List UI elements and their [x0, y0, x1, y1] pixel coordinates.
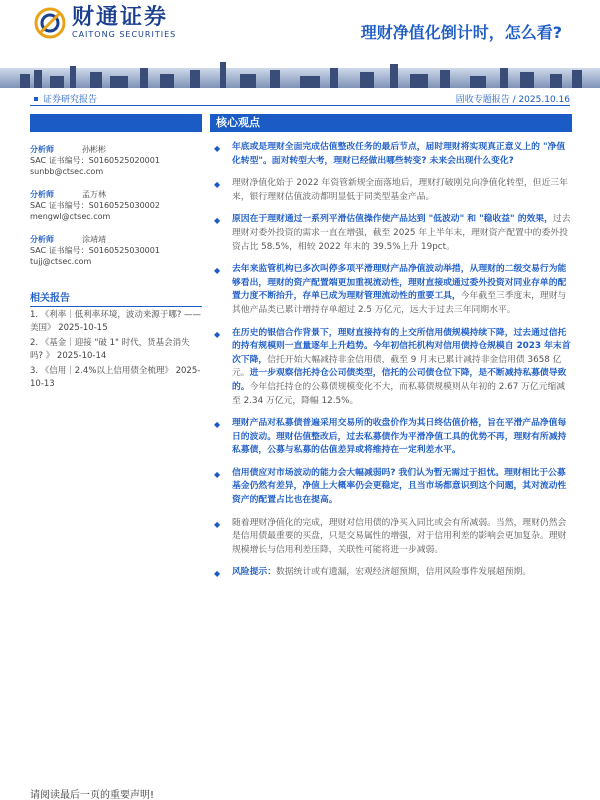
core-view-paragraph — [210, 327, 572, 409]
diamond-bullet-icon: ◆ — [214, 519, 221, 529]
left-column — [30, 114, 202, 391]
logo-en: CAITONG SECURITIES — [72, 30, 177, 39]
diamond-bullet-icon: ◆ — [214, 469, 221, 479]
paragraph-text: 信托开始大幅减持非金信用债，截至 9 月末已累计减持非金信用债 3658 亿元。 — [232, 354, 562, 379]
paragraph-emphasis: 风险提示： — [232, 567, 276, 578]
skyline-image — [0, 58, 600, 88]
related-report-item[interactable]: 3. 《信用｜2.4%以上信用债全梳理》 2025-10-13 — [30, 366, 201, 389]
analyst-cert: SAC 证书编号：S0160525030002 — [30, 201, 160, 210]
report-title: 理财净值化倒计时，怎么看? — [360, 23, 562, 42]
paragraph-emphasis: 在历史的银信合作背景下，理财直接持有的上交所信用债规模持续下降，过去通过信托的持有规模则一直量逐年上升趋势。今年初信托机构对信用债持仓规模自 2023 年末首次下降， — [232, 327, 571, 365]
paragraph-text: 理财净值化始于 2022 年资管新规全面落地后，理财打破刚兑向净值化转型，但近三年来，银行理财估值波动都明显低于同类型基金产品。 — [232, 178, 568, 202]
core-view-paragraph — [210, 141, 572, 168]
diamond-bullet-icon: ◆ — [214, 266, 221, 276]
report-header — [0, 0, 600, 88]
logo-cn: 财通证券 — [72, 5, 169, 30]
analyst-name: 孙彬彬 — [82, 145, 106, 154]
analyst-role: 分析师 — [30, 235, 54, 244]
disclaimer-notice: 请阅读最后一页的重要声明! — [30, 790, 155, 800]
paragraph-text: 今年信托持仓的公募债规模变化不大，而私募债规模则从年初的 2.67 万亿元缩减至 2.34 万亿元，降幅 12.5%。 — [232, 381, 566, 406]
analyst-cert: SAC 证书编号：S0160525020001 — [30, 156, 160, 165]
analyst-role: 分析师 — [30, 145, 54, 154]
paragraph-emphasis: 理财产品对私募债普遍采用交易所的收盘价作为其日终估值价格，旨在平滑产品净值每日的波动。理财估值整改后，过去私募债作为平滑净值工具的优势不再，理财有所减持私募债，公募与私募的估值差异或将维持在一定利差水平。 — [232, 418, 567, 456]
analyst-role: 分析师 — [30, 190, 54, 199]
diamond-bullet-icon: ◆ — [214, 420, 221, 430]
related-report-item[interactable]: 1. 《利率｜低利率环境，波动来源于哪? ——美国》 2025-10-15 — [30, 310, 202, 333]
core-view-paragraph — [210, 263, 572, 317]
paragraph-emphasis: 信用债应对市场波动的能力会大幅减弱吗? 我们认为暂无需过于担忧。理财相比于公募基金仍然有差异，净值上大概率仍会更稳定，且当市场都意识到这个问题，其对流动性资产的配置占比也在提高。 — [232, 467, 567, 506]
core-view-paragraph — [210, 517, 572, 558]
paragraph-text: 过去理财对委外投资的需求一直在增强，截至 2025 年上半年末，理财资产配置中的委外投资占比 58.5%，相较 2022 年末的 39.5%上升 19pct。 — [232, 214, 571, 252]
right-column — [210, 114, 572, 580]
related-reports-title: 相关报告 — [30, 289, 202, 307]
paragraph-text: 数据统计或有遗漏，宏观经济超预期，信用风险事件发展超预期。 — [276, 567, 532, 578]
diamond-bullet-icon: ◆ — [214, 569, 221, 579]
diamond-bullet-icon: ◆ — [214, 144, 221, 153]
company-logo — [34, 6, 176, 39]
analyst-card — [30, 144, 202, 177]
paragraph-emphasis: 进一步观察信托持仓公司债类型，信托的公司债仓位下降，是不断减持私募债导致的。 — [232, 368, 567, 392]
core-view-paragraph — [210, 177, 572, 204]
core-view-paragraph — [210, 417, 572, 458]
analyst-email[interactable]: mengwl@ctsec.com — [30, 212, 111, 221]
paragraph-text: 随着理财净值化的完成，理财对信用债的净买入同比或会有所减弱。当然，理财仍然会是信用债最重要的买盘，只是交易属性的增强，对于信用利差的影响会更加复杂。理财规模增长与信用利差压降，关联性可能将进一步减弱。 — [232, 517, 567, 555]
logo-icon — [34, 7, 66, 39]
paragraph-emphasis: 原因在于理财通过一系列平滑估值操作使产品达到 "低波动" 和 "稳收益" 的效果， — [232, 214, 553, 225]
diamond-bullet-icon: ◆ — [214, 329, 221, 339]
diamond-bullet-icon: ◆ — [214, 216, 221, 226]
core-view-paragraph — [210, 213, 572, 254]
analyst-card — [30, 234, 202, 267]
analyst-header-bar — [30, 114, 202, 132]
paragraph-emphasis: 去年来监管机构已多次叫停多项平滑理财产品净值波动举措，从理财的二级交易行为能够看出，理财的资产配置端更加重视流动性，理财直接或通过委外投资对同业存单的配置力度不断抬升，存单已成为理财管理流动性的重要工具， — [232, 264, 567, 302]
report-type: 证券研究报告 — [43, 95, 98, 105]
square-icon — [34, 97, 38, 101]
analyst-email[interactable]: tujj@ctsec.com — [30, 257, 92, 266]
report-category-date: 固收专题报告 / 2025.10.16 — [455, 95, 570, 105]
paragraph-text: 今年截至三季度末，理财与其他产品类已累计增持存单超过 2.5 万亿元，远大于过去三年同期水平。 — [232, 291, 567, 315]
analyst-card — [30, 189, 202, 222]
analyst-name: 孟万林 — [82, 190, 106, 199]
paragraph-emphasis: 年底或是理财全面完成估值整改任务的最后节点，届时理财将实现真正意义上的 "净值化转型"。面对转型大考，理财已经做出哪些转变? 未来会出现什么变化? — [232, 142, 566, 166]
core-views-title: 核心观点 — [210, 114, 572, 132]
related-report-item[interactable]: 2. 《基金｜迎接 "破 1" 时代，货基会消失吗? 》 2025-10-14 — [30, 338, 190, 361]
analyst-email[interactable]: sunbb@ctsec.com — [30, 167, 104, 176]
diamond-bullet-icon: ◆ — [214, 180, 221, 190]
sub-header-bar — [30, 90, 570, 106]
analyst-name: 涂靖靖 — [82, 235, 106, 244]
core-view-paragraph — [210, 467, 572, 508]
analyst-cert: SAC 证书编号：S0160525030001 — [30, 246, 160, 255]
core-view-paragraph — [210, 566, 572, 580]
